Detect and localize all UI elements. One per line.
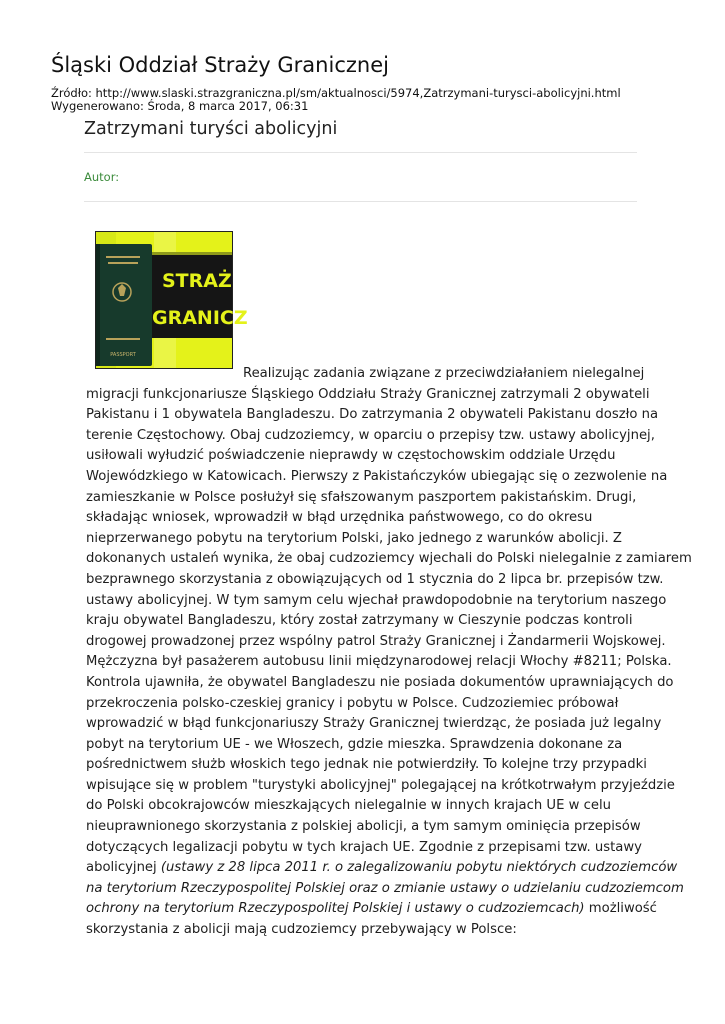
article-body (86, 364, 692, 941)
body-line: Wojewódzkiego w Katowicach. Pierwszy z Pakistańczyków ubiegając się o zezwolenie na (86, 468, 668, 484)
body-line: Pakistanu i 1 obywatela Bangladeszu. Do zatrzymania 2 obywateli Pakistanu doszło na (86, 407, 659, 423)
body-line: pobyt na terytorium UE - we Włoszech, gdzie mieszka. Sprawdzenia dokonane za (86, 736, 623, 752)
body-line: dokonanych ustaleń wynika, że obaj cudzoziemcy wjechali do Polski nielegalnie z zamiarem (86, 551, 692, 567)
divider (84, 201, 637, 202)
law-citation: ochrony na terytorium Rzeczypospolitej Polskiej i ustawy o cudzoziemcach) (86, 901, 585, 917)
source-url: Źródło: http://www.slaski.strazgraniczna.pl/sm/aktualnosci/5974,Zatrzymani-turysci-abolicyjni.html (51, 86, 621, 100)
body-line (86, 899, 657, 920)
body-line: zamieszkanie w Polsce posłużył się sfałszowanym paszportem pakistańskim. Drugi, (86, 489, 637, 505)
law-citation: na terytorium Rzeczypospolitej Polskiej oraz o zmianie ustawy o udzielaniu cudzoziemcom (86, 880, 684, 896)
passport-icon (96, 244, 152, 366)
passport-label: PASSPORT (110, 352, 136, 358)
body-line: Realizując zadania związane z przeciwdziałaniem nielegalnej (243, 366, 645, 381)
body-line: kraju obywatel Bangladeszu, który został zatrzymany w Cieszynie podczas kontroli (86, 613, 633, 629)
generated-date: Wygenerowano: Środa, 8 marca 2017, 06:31 (51, 98, 309, 113)
article-title: Zatrzymani turyści abolicyjni (84, 119, 338, 139)
body-line: drogowej prowadzonej przez wspólny patrol Straży Granicznej i Żandarmerii Wojskowej. (86, 633, 666, 649)
body-text-normal: możliwość (584, 901, 657, 917)
site-title: Śląski Oddział Straży Granicznej (51, 53, 389, 77)
body-line: terenie Częstochowy. Obaj cudzoziemcy, w oparciu o przepisy tzw. ustawy abolicyjnej, (86, 427, 655, 443)
body-line: nieuprawnionego skorzystania z polskiej abolicji, a tym samym ominięcia przepisów (86, 819, 641, 835)
author-label: Autor: (84, 170, 120, 184)
article-photo (95, 231, 248, 369)
vest-line2: GRANICZ (152, 307, 248, 329)
body-line: skorzystania z abolicji mają cudzoziemcy przebywający w Polsce: (86, 922, 517, 938)
body-line: wpisujące się w problem "turystyki abolicyjnej" polegającej na krótkotrwałym przyjeździe (86, 777, 675, 793)
divider (84, 152, 637, 153)
body-line: Mężczyzna był pasażerem autobusu linii międzynarodowej relacji Włochy #8211; Polska. (86, 654, 672, 670)
body-line: migracji funkcjonariusze Śląskiego Oddziału Straży Granicznej zatrzymali 2 obywateli (86, 386, 650, 402)
law-citation: (ustawy z 28 lipca 2011 r. o zalegalizowaniu pobytu niektórych cudzoziemców (160, 860, 678, 876)
body-line: usiłowali wyłudzić poświadczenie nieprawdy w częstochowskim oddziale Urzędu (86, 448, 616, 464)
body-line (86, 858, 678, 879)
body-line: Kontrola ujawniła, że obywatel Bangladeszu nie posiada dokumentów uprawniających do (86, 674, 674, 690)
body-line: składając wniosek, wprowadził w błąd urzędnika państwowego, co do okresu (86, 510, 593, 526)
body-line: przekroczenia polsko-czeskiej granicy i pobytu w Polsce. Cudzoziemiec próbował (86, 695, 619, 711)
body-line: wprowadzić w błąd funkcjonariuszy Straży Granicznej twierdząc, że posiada już legalny (86, 716, 662, 732)
vest-line1: STRAŻ (162, 270, 232, 292)
body-line: do Polski obcokrajowców mieszkających nielegalnie w innych krajach UE w celu (86, 798, 611, 814)
body-line: bezprawnego skorzystania z obowiązujących od 1 stycznia do 2 lipca br. przepisów tzw. (86, 571, 664, 587)
document-meta (51, 87, 621, 112)
body-line (86, 879, 684, 900)
body-line: dotyczących legalizacji pobytu w tych krajach UE. Zgodnie z przepisami tzw. ustawy (86, 839, 642, 855)
body-text-normal: abolicyjnej (86, 860, 161, 876)
body-line: pośrednictwem służb włoskich tego jednak nie potwierdziły. To kolejne trzy przypadki (86, 757, 647, 773)
body-line: ustawy abolicyjnej. W tym samym celu wjechał prawdopodobnie na terytorium naszego (86, 592, 667, 608)
body-line: nieprzerwanego pobytu na terytorium Polski, jako jednego z warunków abolicji. Z (86, 530, 622, 546)
